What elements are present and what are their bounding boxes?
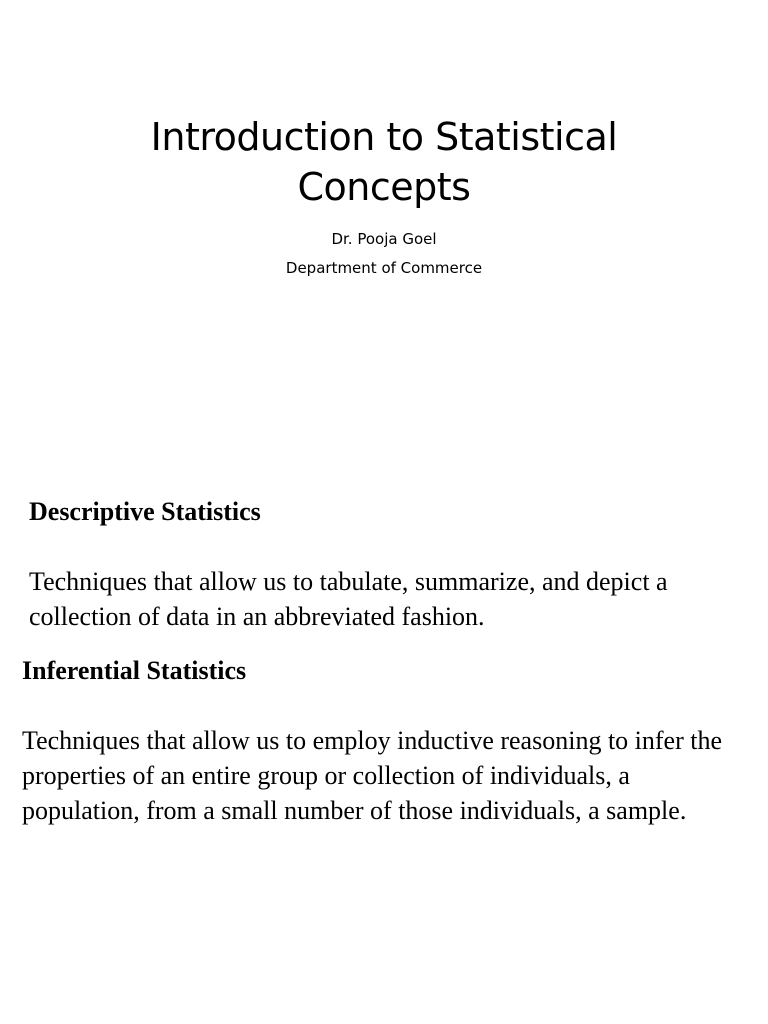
title-line-2: Concepts: [297, 165, 471, 209]
page-title: [0, 112, 768, 212]
section-text-descriptive: Techniques that allow us to tabulate, summarize, and depict a collection of data in an abbreviated fashion.: [29, 567, 668, 631]
title-line-1: Introduction to Statistical: [150, 115, 618, 159]
section-heading-inferential: Inferential Statistics: [22, 656, 247, 685]
author-name: Dr. Pooja Goel: [331, 230, 437, 248]
department-name: Department of Commerce: [285, 259, 483, 277]
section-text-inferential: Techniques that allow us to employ inductive reasoning to infer the properties of an entire group or collection of individuals, a population, from a small number of those individuals, a sample.: [22, 726, 723, 825]
section-heading-descriptive: Descriptive Statistics: [29, 497, 261, 526]
